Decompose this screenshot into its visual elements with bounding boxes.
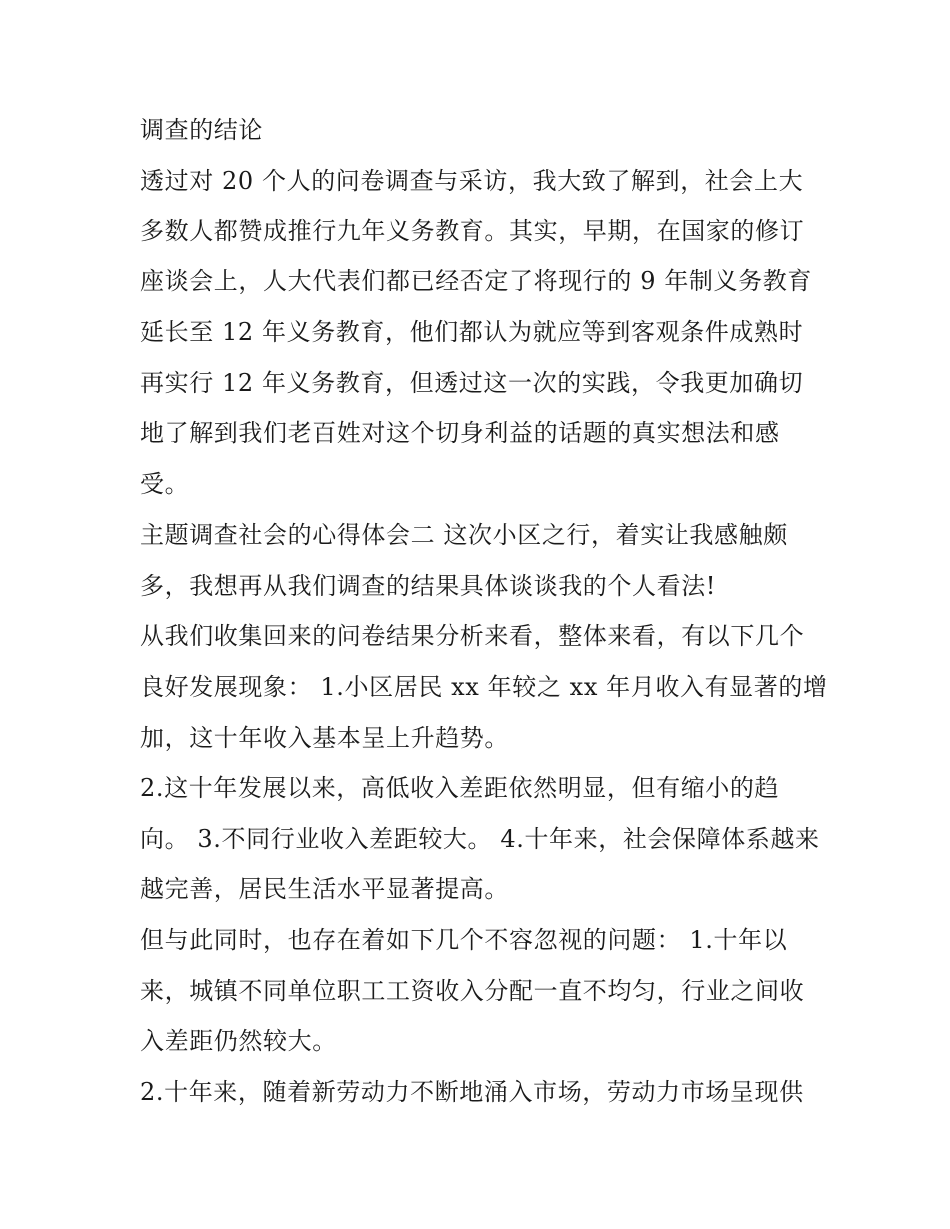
text-line: 从我们收集回来的问卷结果分析来看，整体来看，有以下几个 (140, 622, 805, 650)
text-line: 延长至 12 年义务教育，他们都认为就应等到客观条件成熟时 (140, 318, 804, 346)
text-line: 透过对 20 个人的问卷调查与采访，我大致了解到，社会上大 (140, 167, 804, 195)
text-line: 再实行 12 年义务教育，但透过这一次的实践，令我更加确切 (140, 369, 804, 397)
section-heading: 调查的结论 (140, 116, 263, 144)
text-line: 座谈会上，人大代表们都已经否定了将现行的 9 年制义务教育 (140, 267, 812, 295)
text-line: 多，我想再从我们调查的结果具体谈谈我的个人看法! (140, 572, 717, 600)
text-line: 受。 (140, 470, 190, 498)
text-line: 越完善，居民生活水平显著提高。 (140, 875, 509, 903)
text-line: 2.这十年发展以来，高低收入差距依然明显，但有缩小的趋 (140, 774, 780, 802)
text-line: 地了解到我们老百姓对这个切身利益的话题的真实想法和感 (140, 419, 780, 447)
text-line: 向。 3.不同行业收入差距较大。 4.十年来，社会保障体系越来 (140, 825, 820, 853)
text-line: 加，这十年收入基本呈上升趋势。 (140, 724, 509, 752)
text-line: 良好发展现象： 1.小区居民 xx 年较之 xx 年月收入有显著的增 (140, 673, 828, 701)
text-line: 入差距仍然较大。 (140, 1027, 337, 1055)
text-line: 但与此同时，也存在着如下几个不容忽视的问题： 1.十年以 (140, 926, 788, 954)
text-line: 多数人都赞成推行九年义务教育。其实，早期，在国家的修订 (140, 217, 805, 245)
text-line: 来，城镇不同单位职工工资收入分配一直不均匀，行业之间收 (140, 977, 805, 1005)
text-line: 2.十年来，随着新劳动力不断地涌入市场，劳动力市场呈现供 (140, 1078, 804, 1106)
text-line: 主题调查社会的心得体会二 这次小区之行，着实让我感触颇 (140, 521, 788, 549)
